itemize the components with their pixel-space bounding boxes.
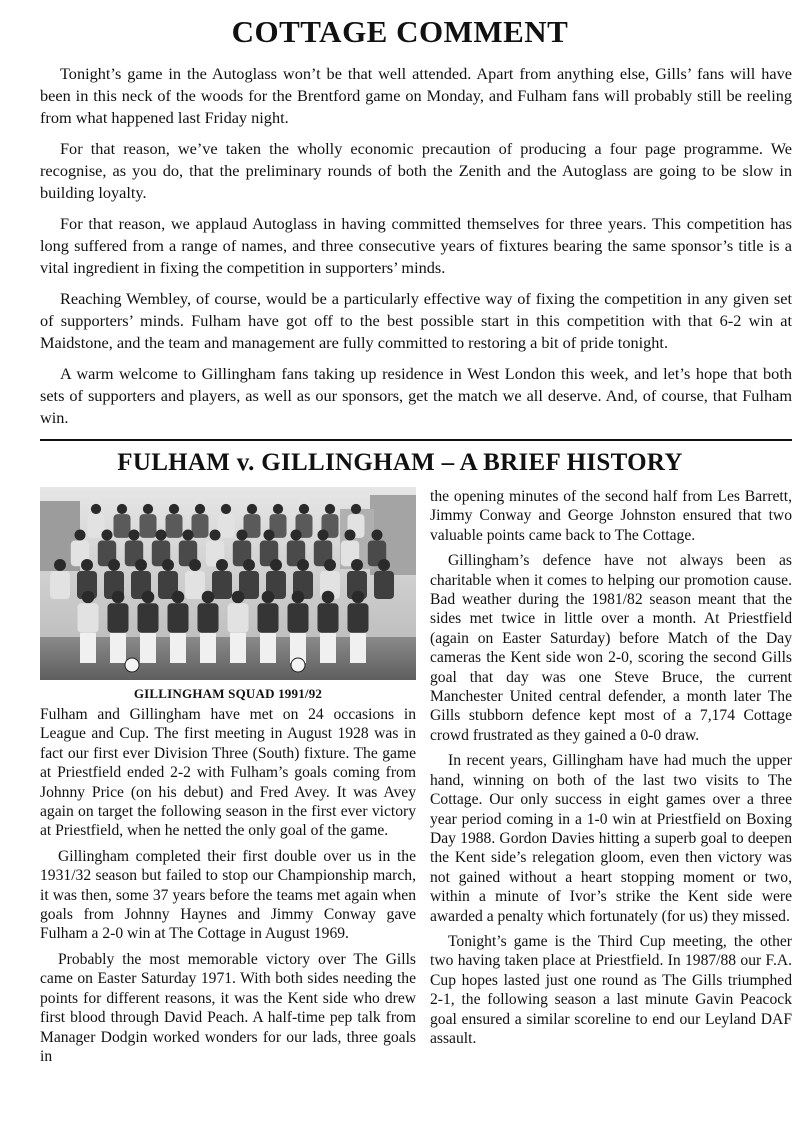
history-paragraph: Tonight’s game is the Third Cup meeting, the other two having taken place at Priestfield. In 1987/88 our F.A. Cup hopes lasted just one round as The Gills triumphed 2-1, the following season a last minute Gavin Peacock goal ensured a similar scoreline to end our Leyland DAF assault.: [430, 932, 792, 1047]
history-paragraph: the opening minutes of the second half from Les Barrett, Jimmy Conway and George Johnston ensured that two valuable points came back to The Cottage.: [430, 488, 792, 544]
history-right-column: [430, 487, 792, 1054]
history-heading: FULHAM v. GILLINGHAM – A BRIEF HISTORY: [117, 449, 683, 476]
history-left-column: [40, 487, 416, 1072]
page-title: COTTAGE COMMENT: [231, 14, 569, 49]
intro-paragraph: Reaching Wembley, of course, would be a particularly effective way of fixing the competition in any given set of supporters’ minds. Fulham have got off to the best possible start in this competition with that 6-2 win at Maidstone, and the team and management are fully committed to restoring a bit of pride tonight.: [40, 289, 792, 352]
history-paragraph: Probably the most memorable victory over The Gills came on Easter Saturday 1971. With both sides needing the points for different reasons, it was the Kent side who drew first blood through David Peach. A half-time pep talk from Manager Dodgin worked wonders for our lads, three goals in: [40, 950, 416, 1065]
section-divider: [40, 439, 792, 441]
history-paragraph: In recent years, Gillingham have had much the upper hand, winning on both of the last two visits to The Cottage. Our only success in eight games over a three year period coming in a 1-0 win at Priestfield on Boxing Day 1988. Gordon Davies hitting a superb goal to deepen the Kent side’s relegation gloom, even then victory was not gained without a heart stopping moment or two, within a minute of Ivor’s strike the Kent side were awarded a penalty which fortunately (for us) they missed.: [430, 752, 792, 925]
intro-paragraph: For that reason, we applaud Autoglass in having committed themselves for three years. This competition has long suffered from a range of names, and three consecutive years of fixtures bearing the same sponsor’s title is a vital ingredient in fixing the competition in supporters’ minds.: [40, 214, 792, 277]
history-paragraph: Gillingham’s defence have not always been as charitable when it comes to helping our promotion cause. Bad weather during the 1981/82 season meant that the sides met twice in little over a month. At Priestfield (again on Easter Saturday) before Match of the Day cameras the Kent side won 2-0, scoring the second Gills goal that day was one Steve Bruce, the current Manchester United central defender, a month later The Gills stubborn defence kept most of a 7,174 Cottage crowd frustrated as they gained a 0-0 draw.: [430, 552, 792, 744]
intro-paragraph: For that reason, we’ve taken the wholly economic precaution of producing a four page programme. We recognise, as you do, that the preliminary rounds of both the Zenith and the Autoglass are going to be slow in building loyalty.: [40, 139, 792, 202]
intro-paragraph: Tonight’s game in the Autoglass won’t be that well attended. Apart from anything else, Gills’ fans will have been in this neck of the woods for the Brentford game on Monday, and Fulham fans will probably still be reeling from what happened last Friday night.: [40, 64, 792, 127]
photo-caption: GILLINGHAM SQUAD 1991/92: [133, 686, 323, 701]
intro-paragraph: A warm welcome to Gillingham fans taking up residence in West London this week, and let’s hope that both sets of supporters and players, as well as our sponsors, get the match we all deserve. And, of course, that Fulham win.: [40, 364, 792, 427]
squad-photo-illustration: [40, 487, 416, 680]
history-paragraph: Fulham and Gillingham have met on 24 occasions in League and Cup. The first meeting in August 1928 was in fact our first ever Division Three (South) fixture. The game at Priestfield ended 2-2 with Fulham’s goals coming from Johnny Price (on his debut) and Fred Avey. It was Avey again on target the following season in the first ever victory at Priestfield, when he netted the only goal of the game.: [40, 706, 416, 840]
cottage-comment-article: [40, 63, 792, 438]
history-paragraph: Gillingham completed their first double over us in the 1931/32 season but failed to stop our Championship march, it was then, some 37 years before the teams met again when goals from Johnny Haynes and Jimmy Conway gave Fulham a 2-0 win at The Cottage in August 1969.: [40, 847, 416, 943]
squad-photo: [40, 487, 416, 680]
